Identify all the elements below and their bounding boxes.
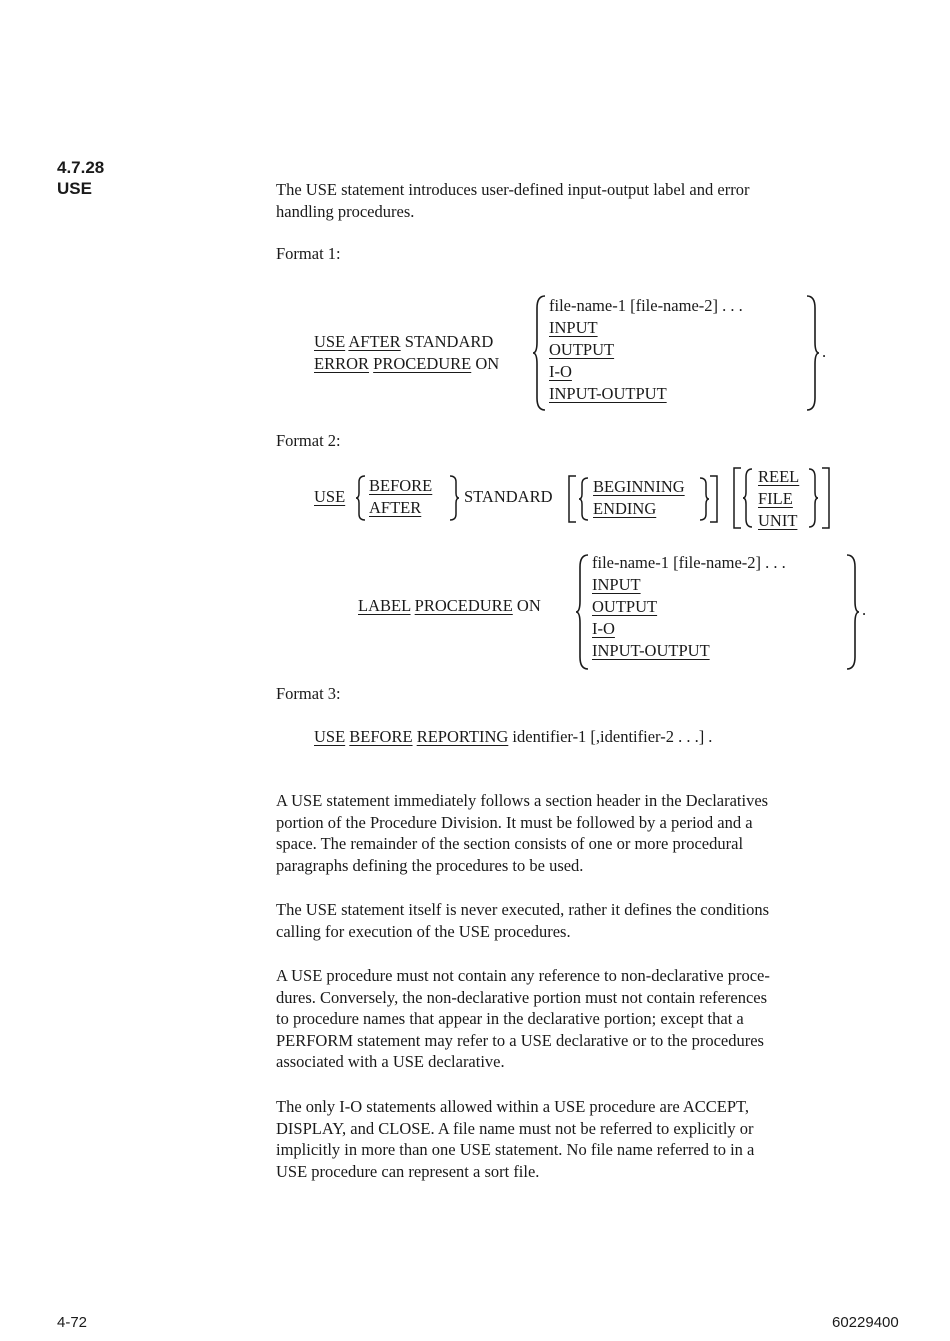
keyword-use: USE xyxy=(314,727,346,746)
text-line: paragraphs defining the procedures to be used. xyxy=(276,855,584,875)
keyword-before: BEFORE xyxy=(349,727,413,746)
word-standard: STANDARD xyxy=(464,487,553,506)
format-2-option-file-names: file-name-1 [file-name-2] . . . xyxy=(592,553,786,572)
keyword-after: AFTER xyxy=(348,332,401,351)
format-1-left-line-1 xyxy=(314,332,493,352)
text-line: handling procedures. xyxy=(276,201,415,221)
keyword-use: USE xyxy=(314,487,346,506)
format-2-option-output: OUTPUT xyxy=(592,597,658,616)
keyword-reel: REEL xyxy=(758,467,800,486)
text-line: calling for execution of the USE procedures. xyxy=(276,921,571,941)
format-1-option-input-output: INPUT-OUTPUT xyxy=(549,384,667,403)
right-brace-icon xyxy=(448,474,460,522)
keyword-procedure: PROCEDURE xyxy=(414,596,513,615)
word-on: ON xyxy=(475,354,500,373)
paragraph-4 xyxy=(276,1096,936,1182)
format-3-label: Format 3: xyxy=(276,684,341,703)
right-bracket-icon xyxy=(820,466,832,530)
page-number: 4-72 xyxy=(57,1314,88,1331)
text-line: DISPLAY, and CLOSE. A file name must not be referred to explicitly or xyxy=(276,1118,754,1138)
format-1-left-line-2 xyxy=(314,354,499,374)
section-title: USE xyxy=(57,179,92,198)
text-line: portion of the Procedure Division. It must be followed by a period and a xyxy=(276,812,753,832)
format-1-option-file-names: file-name-1 [file-name-2] . . . xyxy=(549,296,743,315)
keyword-use: USE xyxy=(314,332,346,351)
right-brace-icon xyxy=(804,294,820,412)
right-brace-icon xyxy=(844,553,860,671)
keyword-unit: UNIT xyxy=(758,511,798,530)
keyword-reporting: REPORTING xyxy=(416,727,509,746)
document-number: 60229400 xyxy=(832,1314,899,1331)
text-line: The USE statement itself is never executed, rather it defines the conditions xyxy=(276,900,770,919)
keyword-beginning: BEGINNING xyxy=(593,477,685,496)
paragraph-3 xyxy=(276,965,936,1073)
left-brace-icon xyxy=(532,294,548,412)
format-3-syntax xyxy=(314,727,712,747)
text-line: A USE procedure must not contain any reference to non-declarative proce- xyxy=(276,966,770,985)
right-brace-icon xyxy=(807,467,819,529)
left-brace-icon xyxy=(742,467,754,529)
text-line: dures. Conversely, the non-declarative portion must not contain references xyxy=(276,987,768,1007)
keyword-label: LABEL xyxy=(358,596,411,615)
format-1-period: . xyxy=(822,342,827,361)
format-2-option-i-o: I-O xyxy=(592,619,615,638)
text-line: The USE statement introduces user-defined input-output label and error xyxy=(276,180,750,199)
text-line: A USE statement immediately follows a section header in the Declaratives xyxy=(276,791,769,810)
text-line: implicitly in more than one USE statement. No file name referred to in a xyxy=(276,1140,755,1159)
format-2-option-input-output: INPUT-OUTPUT xyxy=(592,641,710,660)
text-line: The only I-O statements allowed within a USE procedure are ACCEPT, xyxy=(276,1097,750,1116)
format-1-option-i-o: I-O xyxy=(549,362,572,381)
format-1-label: Format 1: xyxy=(276,244,341,263)
keyword-file: FILE xyxy=(758,489,793,508)
left-brace-icon xyxy=(575,553,591,671)
text-line: space. The remainder of the section consists of one or more procedural xyxy=(276,834,744,853)
format-1-option-input: INPUT xyxy=(549,318,598,337)
format-2-label-clause xyxy=(358,596,541,616)
section-number: 4.7.28 xyxy=(57,158,105,177)
keyword-before: BEFORE xyxy=(369,476,433,495)
paragraph-2 xyxy=(276,899,936,942)
keyword-error: ERROR xyxy=(314,354,370,373)
format-2-label: Format 2: xyxy=(276,431,341,450)
intro-paragraph xyxy=(276,179,936,222)
text-line: USE procedure can represent a sort file. xyxy=(276,1161,540,1181)
left-bracket-icon xyxy=(566,474,578,524)
keyword-ending: ENDING xyxy=(593,499,657,518)
text-line: PERFORM statement may refer to a USE declarative or to the procedures xyxy=(276,1030,764,1050)
keyword-procedure: PROCEDURE xyxy=(373,354,472,373)
left-brace-icon xyxy=(355,474,367,522)
format-3-identifiers: identifier-1 [,identifier-2 . . .] . xyxy=(512,727,713,746)
text-line: associated with a USE declarative. xyxy=(276,1052,505,1071)
format-1-option-output: OUTPUT xyxy=(549,340,615,359)
word-standard: STANDARD xyxy=(404,332,494,351)
left-brace-icon xyxy=(578,476,590,522)
paragraph-1 xyxy=(276,790,936,876)
format-2-period: . xyxy=(862,600,867,619)
word-on: ON xyxy=(516,596,541,615)
keyword-after: AFTER xyxy=(369,498,422,517)
right-bracket-icon xyxy=(708,474,720,524)
text-line: to procedure names that appear in the declarative portion; except that a xyxy=(276,1009,744,1028)
format-2-option-input: INPUT xyxy=(592,575,641,594)
